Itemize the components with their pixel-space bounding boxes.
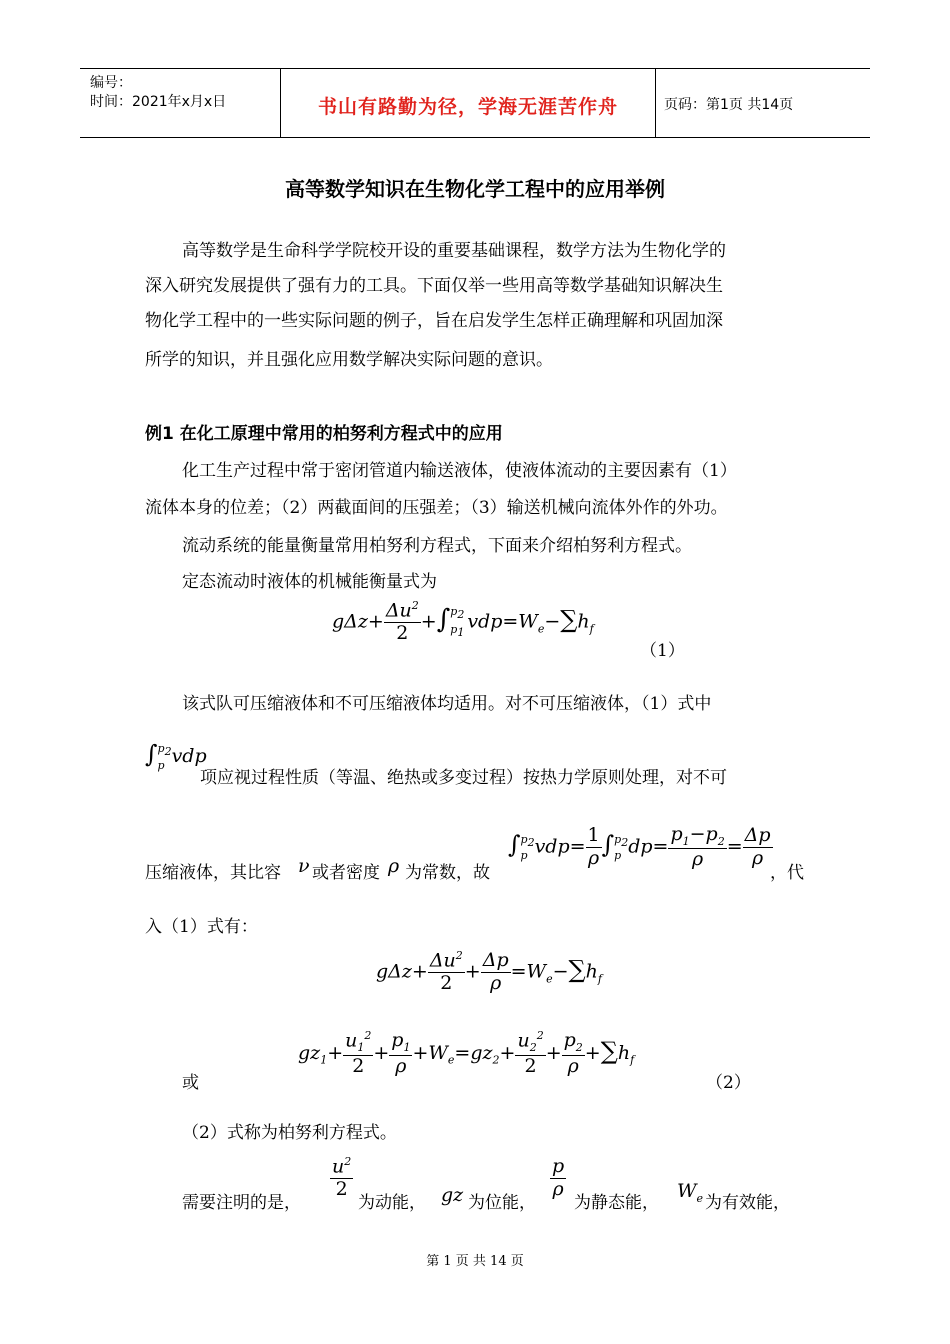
header-meta-cell	[80, 69, 280, 137]
motto-text: 书山有路勤为径，学海无涯苦作舟	[317, 96, 618, 118]
para9-c: 为位能，	[468, 1193, 536, 1213]
para1-line-2: 流体本身的位差；（2）两截面间的压强差；（3）输送机械向流体外作的外功。	[145, 498, 728, 518]
intro-line-2: 深入研究发展提供了强有力的工具。下面仅举一些用高等数学基础知识解决生	[145, 276, 723, 296]
equation-1: gΔz+ $\frac{\Delta u^2}{2}$ +∫ $p_2$ $p_1$ $vdp=W_e-\sum h_f$	[332, 599, 594, 645]
motto-cell	[280, 69, 656, 137]
para6-b: 或者密度	[312, 863, 380, 883]
equation-inline-integral: ∫ $p_2$ p vdp= $\frac{1}{\rho}$ ∫ $p_2$ p dp= $\frac{p_1-p_2}{\rho}$ = $\frac{\Delta p}{\rho}$	[508, 823, 771, 871]
para6-c: 为常数，故	[405, 863, 490, 883]
para1-line-1: 化工生产过程中常于密闭管道内输送液体，使液体流动的主要因素有（1）	[182, 461, 737, 481]
document-title: 高等数学知识在生物化学工程中的应用举例	[285, 177, 665, 201]
para7: 入（1）式有：	[145, 917, 258, 937]
para6-d: ，代	[770, 863, 804, 883]
para3: 定态流动时液体的机械能衡量式为	[182, 572, 437, 592]
intro-line-3: 物化学工程中的一些实际问题的例子，旨在启发学生怎样正确理解和巩固加深	[145, 311, 723, 331]
intro-line-1: 高等数学是生命科学学院校开设的重要基础课程，数学方法为生物化学的	[182, 241, 726, 261]
para9-d: 为静态能，	[574, 1193, 659, 1213]
or-label: 或	[182, 1073, 199, 1093]
potential-energy-term: gz	[441, 1184, 464, 1206]
eq2-tag: （2）	[706, 1073, 751, 1093]
static-energy-term: $\frac{p}{\rho}$	[552, 1155, 565, 1200]
para2: 流动系统的能量衡量常用柏努利方程式，下面来介绍柏努利方程式。	[182, 536, 692, 556]
kinetic-energy-term: $\frac{u^2}{2}$	[332, 1155, 352, 1201]
eq1-tag: （1）	[640, 641, 685, 661]
page-footer: 第 1 页 共 14 页	[426, 1254, 524, 1269]
para4: 该式队可压缩液体和不可压缩液体均适用。对不可压缩液体，（1）式中	[182, 694, 712, 714]
para6-a: 压缩液体，其比容	[145, 863, 281, 883]
equation-2: $gz_1+$ $\frac{u_1^2}{2}$ + $\frac{p_1}{\rho}$ $+W_e=gz_2+$ $\frac{u_2^2}{2}$ + $\frac{p_2}{\rho}$ $+\sum h_f$	[298, 1029, 635, 1077]
symbol-nu: ν	[298, 855, 310, 877]
page-header-table	[80, 68, 870, 138]
number-label: 编号：	[90, 75, 132, 91]
integral-vdp: ∫ $p_2$ p vdp	[145, 740, 207, 772]
para8: （2）式称为柏努利方程式。	[182, 1123, 397, 1143]
example-heading: 例1 在化工原理中常用的柏努利方程式中的应用	[145, 424, 503, 444]
time-label: 时间：2021年x月x日	[90, 94, 227, 110]
para9-a: 需要注明的是，	[182, 1193, 301, 1213]
equation-substituted: gΔz+ $\frac{\Delta u^2}{2}$ + $\frac{\Delta p}{\rho}$ $=W_e-\sum h_f$	[376, 949, 602, 995]
para9-b: 为动能，	[358, 1193, 426, 1213]
page-label: 页码：第1页 共14页	[664, 97, 794, 113]
intro-line-4: 所学的知识，并且强化应用数学解决实际问题的意识。	[145, 350, 553, 370]
symbol-rho: ρ	[388, 855, 400, 877]
para5: 项应视过程性质（等温、绝热或多变过程）按热力学原则处理，对不可	[200, 768, 727, 788]
page-number-cell	[655, 69, 870, 137]
para9-e: 为有效能，	[705, 1193, 790, 1213]
work-term: $W_e$	[677, 1180, 704, 1205]
